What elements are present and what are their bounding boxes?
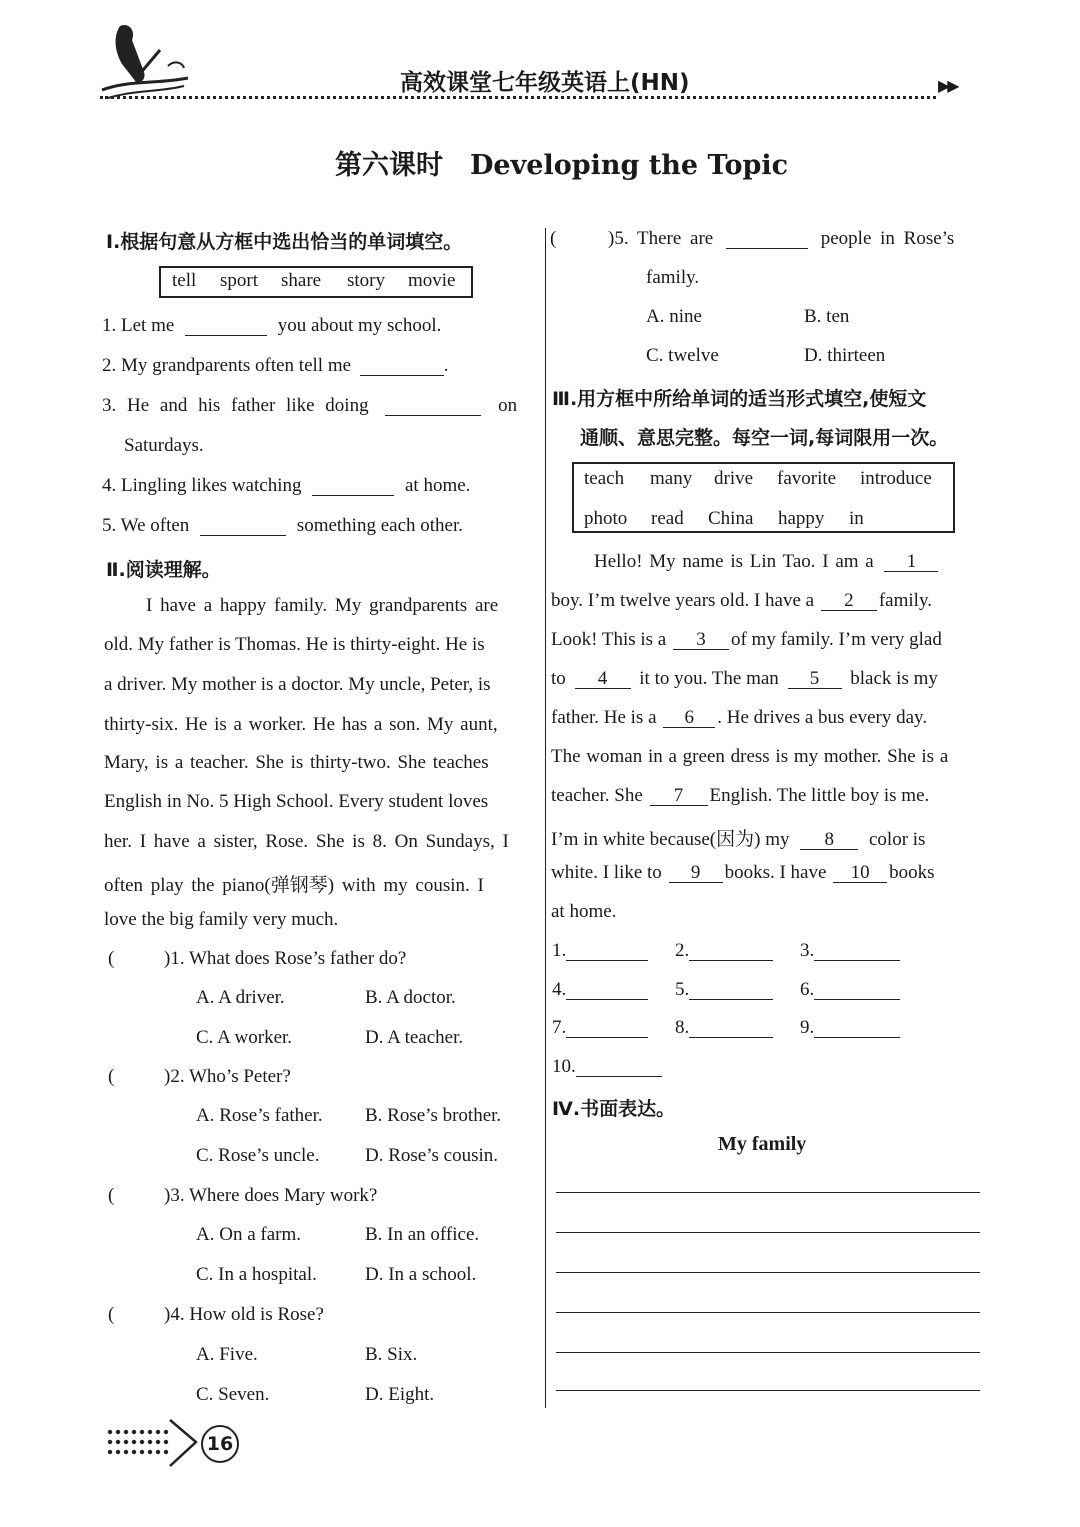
answer-row <box>552 1056 662 1078</box>
cloze-blank-number[interactable]: 3 <box>673 631 729 650</box>
cloze-text: Look! This is a <box>551 629 667 650</box>
answer-label: 8. <box>675 1017 690 1038</box>
cloze-line <box>551 824 925 851</box>
answer-blank[interactable] <box>385 397 481 416</box>
option-c[interactable]: C. Seven. <box>196 1384 270 1405</box>
question-stem: )2. Who’s Peter? <box>164 1066 291 1087</box>
word-box-word: China <box>708 508 754 529</box>
fill-item-text: 5. We often <box>102 515 190 536</box>
writing-line[interactable] <box>556 1232 980 1233</box>
writing-line[interactable] <box>556 1192 980 1193</box>
option-c[interactable]: C. In a hospital. <box>196 1264 317 1285</box>
word-box-word: share <box>281 270 322 291</box>
section1-heading: Ⅰ.根据句意从方框中选出恰当的单词填空。 <box>106 231 463 253</box>
answer-paren[interactable]: ( <box>108 1304 115 1325</box>
lesson-title: 第六课时 Developing the Topic <box>335 150 789 181</box>
fill-item-text: you about my school. <box>277 315 442 336</box>
answer-row <box>675 940 773 962</box>
cloze-text: to <box>551 668 566 689</box>
word-box-word: sport <box>220 270 258 291</box>
cloze-line <box>594 551 938 573</box>
answer-row <box>675 979 773 1001</box>
section2-heading: Ⅱ.阅读理解。 <box>106 559 221 581</box>
answer-line[interactable] <box>814 1019 900 1038</box>
option-b[interactable]: B. Rose’s brother. <box>365 1105 502 1126</box>
answer-paren[interactable]: ( <box>550 228 557 249</box>
cloze-line <box>551 785 929 807</box>
cloze-text: teacher. She <box>551 785 643 806</box>
cloze-text: father. He is a <box>551 707 657 728</box>
answer-label: 1. <box>552 940 567 961</box>
cloze-line <box>551 707 927 729</box>
cloze-line: at home. <box>551 901 617 922</box>
cloze-text: I’m in white because(因为) my <box>551 829 790 850</box>
option-c[interactable]: C. Rose’s uncle. <box>196 1145 320 1166</box>
passage-line: Mary, is a teacher. She is thirty-two. She teaches <box>104 752 489 773</box>
word-box-word: happy <box>778 508 825 529</box>
section4-heading: Ⅳ.书面表达。 <box>552 1098 676 1120</box>
question-stem-text: people in Rose’s <box>820 228 955 249</box>
option-c[interactable]: C. twelve <box>646 345 719 366</box>
answer-line[interactable] <box>814 942 900 961</box>
cloze-line <box>551 862 935 884</box>
cloze-blank-number[interactable]: 9 <box>669 864 723 883</box>
answer-blank[interactable] <box>726 230 808 249</box>
passage-line: her. I have a sister, Rose. She is 8. On Sundays, I <box>104 831 509 852</box>
cloze-line <box>551 668 938 690</box>
answer-label: 7. <box>552 1017 567 1038</box>
book-title: 高效课堂七年级英语上(HN) <box>400 70 690 96</box>
answer-row <box>552 940 648 962</box>
option-d[interactable]: D. Rose’s cousin. <box>365 1145 498 1166</box>
cloze-text: white. I like to <box>551 862 662 883</box>
footer-dotted-arrow-icon <box>104 1418 200 1470</box>
cloze-text: color is <box>868 829 926 850</box>
fill-item-5 <box>102 515 463 537</box>
option-b[interactable]: B. In an office. <box>365 1224 480 1245</box>
answer-row <box>552 979 648 1001</box>
answer-label: 5. <box>675 979 690 1000</box>
answer-blank[interactable] <box>360 357 444 376</box>
answer-paren[interactable]: ( <box>108 948 115 969</box>
passage-line: English in No. 5 High School. Every student loves <box>104 791 489 812</box>
answer-line[interactable] <box>566 1019 648 1038</box>
word-box-word: story <box>347 270 385 291</box>
option-a[interactable]: A. Five. <box>196 1344 258 1365</box>
passage-line: I have a happy family. My grandparents are <box>146 595 499 616</box>
cloze-text: Hello! My name is Lin Tao. I am a <box>594 551 874 572</box>
writing-figure-logo <box>98 20 198 104</box>
page-number-badge <box>201 1425 239 1463</box>
cloze-blank-number[interactable]: 6 <box>663 709 715 728</box>
cloze-text: English. The little boy is me. <box>709 785 930 806</box>
section3-heading: Ⅲ.用方框中所给单词的适当形式填空,使短文 <box>552 388 927 410</box>
word-box-word: introduce <box>860 468 932 489</box>
option-c[interactable]: C. A worker. <box>196 1027 293 1048</box>
answer-line[interactable] <box>689 942 773 961</box>
cloze-blank-number[interactable]: 4 <box>575 670 631 689</box>
cloze-text: books. I have <box>724 862 827 883</box>
cloze-text: boy. I’m twelve years old. I have a <box>551 590 815 611</box>
writing-line[interactable] <box>556 1352 980 1353</box>
question-stem-text: )5. There are <box>608 228 714 249</box>
option-a[interactable]: A. A driver. <box>196 987 285 1008</box>
essay-title: My family <box>718 1133 807 1155</box>
word-box-word: movie <box>408 270 456 291</box>
fill-item-2 <box>102 355 449 377</box>
cloze-text: black is my <box>850 668 938 689</box>
fill-item-3 <box>102 395 517 417</box>
answer-line[interactable] <box>566 942 648 961</box>
answer-row <box>800 1017 900 1039</box>
option-b[interactable]: B. A doctor. <box>365 987 456 1008</box>
cloze-text: it to you. The man <box>639 668 779 689</box>
word-box-word: many <box>650 468 693 489</box>
answer-line[interactable] <box>689 1019 773 1038</box>
answer-row <box>675 1017 773 1039</box>
fill-item-text: 4. Lingling likes watching <box>102 475 302 496</box>
cloze-text: . He drives a bus every day. <box>717 707 928 728</box>
question-stem: )3. Where does Mary work? <box>164 1185 378 1206</box>
answer-blank[interactable] <box>185 317 267 336</box>
answer-line[interactable] <box>566 981 648 1000</box>
passage-line: old. My father is Thomas. He is thirty-eight. He is <box>104 634 485 655</box>
option-a[interactable]: A. Rose’s father. <box>196 1105 323 1126</box>
answer-paren[interactable]: ( <box>108 1185 115 1206</box>
section3-heading-cont: 通顺、意思完整。每空一词,每词限用一次。 <box>580 427 949 449</box>
cloze-text: books <box>889 862 935 883</box>
answer-line[interactable] <box>814 981 900 1000</box>
question-stem: )4. How old is Rose? <box>164 1304 324 1325</box>
answer-label: 6. <box>800 979 815 1000</box>
cloze-line <box>551 629 942 651</box>
option-b[interactable]: B. ten <box>804 306 850 327</box>
fill-item-4 <box>102 475 470 497</box>
word-box-word: tell <box>172 270 197 291</box>
fill-item-text: something each other. <box>296 515 464 536</box>
cloze-blank-number[interactable]: 8 <box>800 831 858 850</box>
word-box-word: read <box>651 508 684 529</box>
cloze-line: The woman in a green dress is my mother. She is a <box>551 746 949 767</box>
fill-item-text: 2. My grandparents often tell me <box>102 355 352 376</box>
column-divider <box>545 228 546 1408</box>
question-stem: )1. What does Rose’s father do? <box>164 948 407 969</box>
answer-label: 4. <box>552 979 567 1000</box>
writing-line[interactable] <box>556 1312 980 1313</box>
cloze-blank-number[interactable]: 5 <box>788 670 842 689</box>
answer-label: 3. <box>800 940 815 961</box>
header-arrow-icon: ▶▶ <box>938 76 957 95</box>
option-a[interactable]: A. nine <box>646 306 702 327</box>
option-a[interactable]: A. On a farm. <box>196 1224 301 1245</box>
fill-item-1 <box>102 315 441 337</box>
writing-line[interactable] <box>556 1390 980 1391</box>
answer-blank[interactable] <box>200 517 286 536</box>
word-box-word: favorite <box>777 468 837 489</box>
word-box-word: teach <box>584 468 625 489</box>
cloze-blank-number[interactable]: 2 <box>821 592 877 611</box>
question-stem-cont: family. <box>646 267 700 288</box>
cloze-blank-number[interactable]: 7 <box>650 787 708 806</box>
answer-label: 9. <box>800 1017 815 1038</box>
cloze-text: family. <box>878 590 932 611</box>
answer-line[interactable] <box>576 1058 662 1077</box>
fill-item-text: on <box>498 395 518 416</box>
word-box-word: drive <box>714 468 754 489</box>
word-box-word: photo <box>584 508 628 529</box>
cloze-blank-number[interactable]: 10 <box>833 864 887 883</box>
passage-line: a driver. My mother is a doctor. My uncle, Peter, is <box>104 674 491 695</box>
answer-blank[interactable] <box>312 477 394 496</box>
option-b[interactable]: B. Six. <box>365 1344 418 1365</box>
answer-label: 2. <box>675 940 690 961</box>
passage-line: thirty-six. He is a worker. He has a son. My aunt, <box>104 714 498 735</box>
cloze-text: of my family. I’m very glad <box>730 629 942 650</box>
answer-row <box>800 979 900 1001</box>
option-d[interactable]: D. In a school. <box>365 1264 477 1285</box>
answer-label: 10. <box>552 1056 576 1077</box>
cloze-line <box>551 590 932 612</box>
cloze-blank-number[interactable]: 1 <box>884 553 938 572</box>
option-d[interactable]: D. thirteen <box>804 345 886 366</box>
question-stem <box>608 228 954 250</box>
answer-row <box>800 940 900 962</box>
option-d[interactable]: D. Eight. <box>365 1384 435 1405</box>
answer-row <box>552 1017 648 1039</box>
answer-line[interactable] <box>689 981 773 1000</box>
passage-line: love the big family very much. <box>104 909 339 930</box>
fill-item-text: 3. He and his father like doing <box>102 395 369 416</box>
word-box-word: in <box>849 508 864 529</box>
page-number: 16 <box>206 1433 234 1455</box>
passage-line: often play the piano(弹钢琴) with my cousin. I <box>104 875 484 896</box>
fill-item-text: . <box>443 355 449 376</box>
fill-item-text: at home. <box>404 475 471 496</box>
option-d[interactable]: D. A teacher. <box>365 1027 464 1048</box>
fill-item-3-cont: Saturdays. <box>124 435 204 456</box>
answer-paren[interactable]: ( <box>108 1066 115 1087</box>
fill-item-text: 1. Let me <box>102 315 175 336</box>
writing-line[interactable] <box>556 1272 980 1273</box>
